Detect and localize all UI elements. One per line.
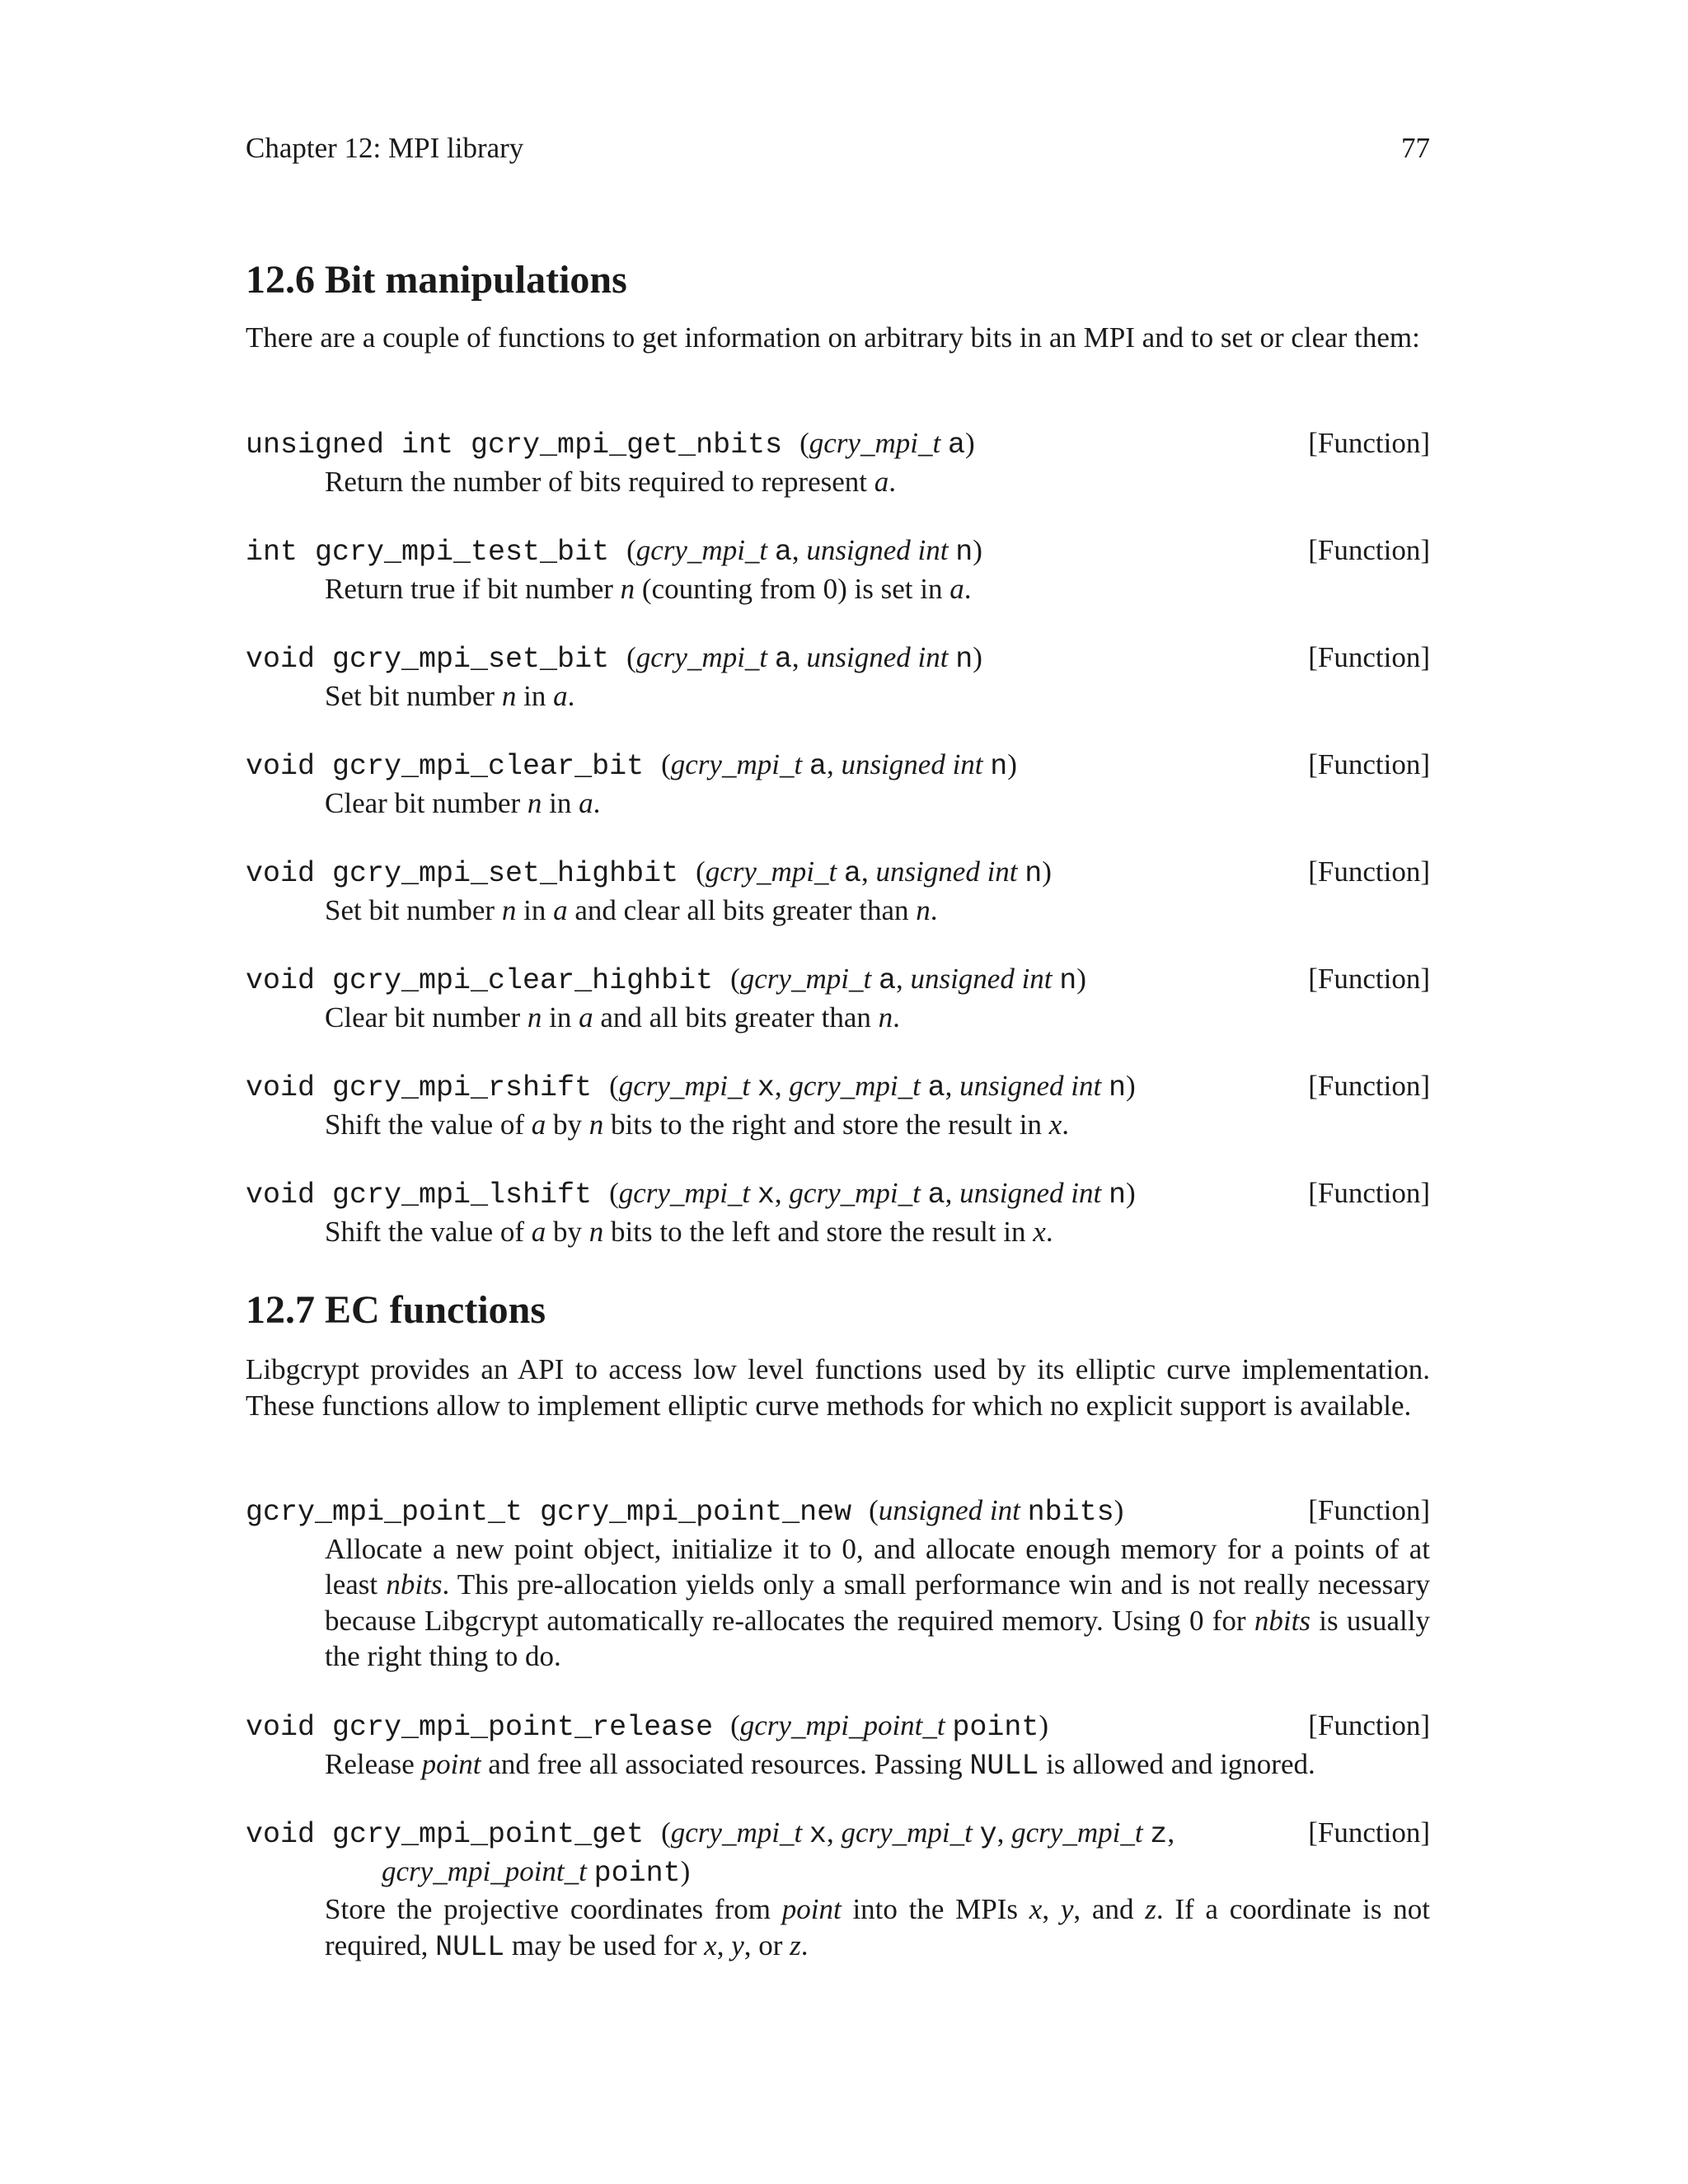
function-entry	[246, 425, 1430, 499]
function-description: Store the projective coordinates from point into the MPIs x, y, and z. If a coordinate is not required, NULL may be used for x, y, or z.	[325, 1893, 1431, 1964]
function-description: Set bit number n in a.	[325, 679, 575, 712]
function-prototype: unsigned int gcry_mpi_get_nbits	[246, 429, 800, 462]
function-prototype: void gcry_mpi_set_highbit	[246, 857, 696, 890]
running-header	[246, 132, 1430, 165]
function-description: Return true if bit number n (counting from 0) is set in a.	[325, 572, 972, 605]
function-prototype: void gcry_mpi_point_get	[246, 1818, 662, 1851]
function-parameters: (unsigned int nbits)	[869, 1494, 1124, 1529]
function-entry	[246, 1068, 1430, 1142]
function-signature	[246, 747, 1430, 785]
function-parameters: (gcry_mpi_t a)	[799, 427, 975, 462]
function-prototype: void gcry_mpi_clear_highbit	[246, 964, 731, 997]
function-signature	[246, 854, 1430, 893]
function-signature	[246, 1708, 1430, 1746]
function-description: Shift the value of a by n bits to the right and store the result in x.	[325, 1108, 1070, 1141]
function-tag: [Function]	[1308, 855, 1430, 888]
function-entry	[246, 640, 1430, 714]
function-parameters: (gcry_mpi_t a, unsigned int n)	[730, 963, 1086, 997]
function-prototype: void gcry_mpi_lshift	[246, 1179, 610, 1212]
function-signature	[246, 1493, 1430, 1531]
function-tag: [Function]	[1308, 427, 1430, 459]
function-description: Set bit number n in a and clear all bits greater than n.	[325, 893, 938, 926]
function-tag: [Function]	[1308, 534, 1430, 566]
function-prototype: void gcry_mpi_point_release	[246, 1711, 731, 1744]
function-entry	[246, 532, 1430, 607]
function-parameters: (gcry_mpi_t x, gcry_mpi_t a, unsigned int n)	[609, 1070, 1136, 1104]
function-signature	[246, 1068, 1430, 1107]
function-entry	[246, 1493, 1430, 1675]
function-entry	[246, 1815, 1430, 1966]
function-description: Clear bit number n in a and all bits greater than n.	[325, 1001, 900, 1033]
function-signature	[246, 961, 1430, 1000]
function-parameters: (gcry_mpi_t a, unsigned int n)	[626, 534, 982, 569]
function-prototype: gcry_mpi_point_t gcry_mpi_point_new	[246, 1496, 870, 1529]
function-tag: [Function]	[1308, 1070, 1430, 1102]
function-entry	[246, 1708, 1430, 1784]
function-parameters: (gcry_mpi_t a, unsigned int n)	[661, 748, 1017, 783]
function-parameters: (gcry_mpi_t a, unsigned int n)	[696, 855, 1052, 890]
function-entry	[246, 854, 1430, 928]
function-tag: [Function]	[1308, 748, 1430, 780]
function-description: Allocate a new point object, initialize it to 0, and allocate enough memory for a points of at least nbits. This pre-allocation yields only a small performance win and is not really necessary because Libgcrypt automatically re-allocates the required memory. Using 0 for nbits is usually the right thing to do.	[325, 1532, 1431, 1672]
function-signature	[246, 425, 1430, 464]
function-signature	[246, 1175, 1430, 1214]
function-tag: [Function]	[1308, 963, 1430, 995]
function-entry	[246, 1175, 1430, 1249]
chapter-title: Chapter 12: MPI library	[246, 132, 524, 164]
function-prototype: void gcry_mpi_rshift	[246, 1071, 610, 1104]
function-tag: [Function]	[1308, 641, 1430, 673]
function-signature	[246, 1815, 1430, 1854]
function-prototype: void gcry_mpi_set_bit	[246, 643, 627, 676]
function-parameters: (gcry_mpi_t a, unsigned int n)	[626, 641, 982, 676]
function-tag: [Function]	[1308, 1816, 1430, 1849]
section-heading-12-6: 12.6 Bit manipulations	[246, 258, 627, 302]
function-description: Shift the value of a by n bits to the left and store the result in x.	[325, 1215, 1053, 1248]
function-parameters-continued: gcry_mpi_point_t point)	[382, 1854, 691, 1890]
function-parameters: (gcry_mpi_point_t point)	[730, 1709, 1049, 1744]
function-parameters: (gcry_mpi_t x, gcry_mpi_t a, unsigned int n)	[609, 1177, 1136, 1212]
function-tag: [Function]	[1308, 1494, 1430, 1526]
function-entry	[246, 961, 1430, 1035]
function-tag: [Function]	[1308, 1177, 1430, 1209]
function-signature	[246, 532, 1430, 571]
function-signature	[246, 640, 1430, 678]
function-prototype: int gcry_mpi_test_bit	[246, 536, 627, 569]
function-tag: [Function]	[1308, 1709, 1430, 1741]
section-12-7-intro: Libgcrypt provides an API to access low level functions used by its elliptic curve implementation. These functions allow to implement elliptic curve methods for which no explicit support is available.	[246, 1353, 1430, 1422]
page-number: 77	[1401, 132, 1430, 164]
function-description: Clear bit number n in a.	[325, 786, 601, 819]
function-description: Release point and free all associated resources. Passing NULL is allowed and ignored.	[325, 1747, 1315, 1783]
section-12-6-intro: There are a couple of functions to get information on arbitrary bits in an MPI and to set or clear them:	[246, 321, 1420, 354]
function-entry	[246, 747, 1430, 821]
function-parameters: (gcry_mpi_t x, gcry_mpi_t y, gcry_mpi_t z,	[661, 1816, 1175, 1851]
function-prototype: void gcry_mpi_clear_bit	[246, 750, 662, 783]
section-heading-12-7: 12.7 EC functions	[246, 1288, 546, 1332]
function-description: Return the number of bits required to represent a.	[325, 465, 896, 498]
